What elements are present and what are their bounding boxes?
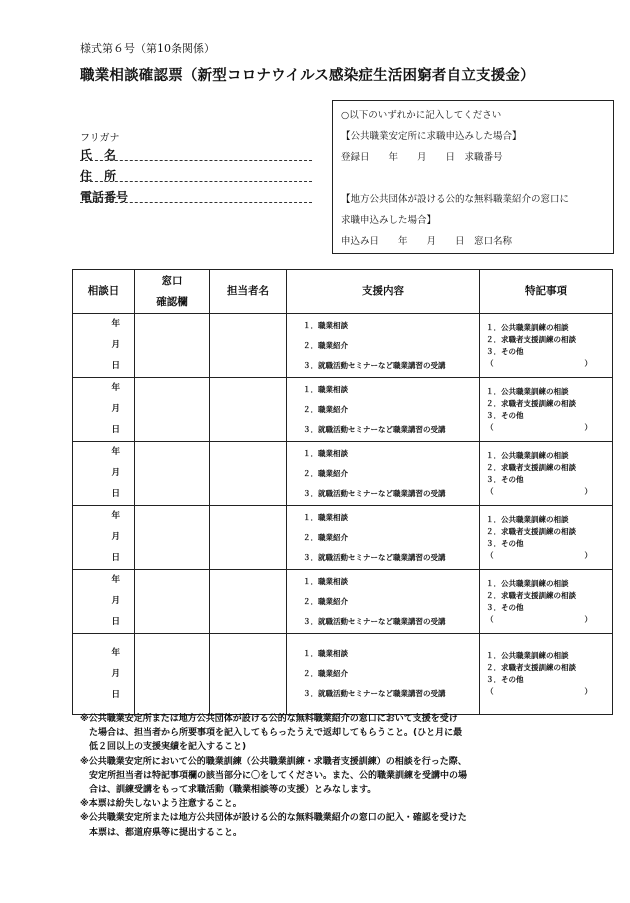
note-option[interactable]: ３．その他 [486,602,524,612]
support-content-cell[interactable] [287,314,480,378]
table-body [73,314,613,715]
footnote-line: 安定所担当者は特記事項欄の該当部分に〇をしてください。また、公的職業訓練を受講中の場 [80,770,468,781]
note-option[interactable]: １．公共職業訓練の相談 [486,386,569,396]
furigana-label: フリガナ [80,133,120,144]
header-window-check [135,270,210,314]
date-part-label: 日 [111,689,120,700]
window-check-cell[interactable] [135,378,210,442]
note-option[interactable]: １．公共職業訓練の相談 [486,578,569,588]
paren-close: ） [584,486,592,496]
support-option[interactable]: １．職業相談 [303,320,348,330]
header-window-line2: 確認欄 [156,295,188,308]
address-field[interactable] [80,181,312,182]
footnote-line: 本票は、都道府県等に提出すること。 [80,827,243,838]
date-part-label: 月 [111,532,120,542]
paren-open: （ [486,550,494,560]
support-content-cell[interactable] [287,442,480,506]
date-part-label: 日 [111,553,120,563]
header-date: 相談日 [73,270,135,314]
note-other-field[interactable] [480,614,612,626]
support-option[interactable]: ２．職業紹介 [303,340,348,350]
footnote-line: ※公共職業安定所において公的職業訓練（公共職業訓練・求職者支援訓練）の相談を行った際、 [80,756,467,767]
table-header-row [73,270,613,314]
support-option[interactable]: ３．就職活動セミナーなど職業講習の受講 [303,488,446,498]
support-option[interactable]: １．職業相談 [303,512,348,522]
consultation-log-table [72,269,613,715]
name-label: 氏 名 [80,148,117,162]
staff-name-cell[interactable] [210,634,287,715]
date-part-label: 日 [111,425,120,435]
consultation-date-cell[interactable] [73,634,135,715]
date-part-label: 年 [111,647,120,658]
special-notes-cell[interactable] [480,314,613,378]
note-option[interactable]: ３．その他 [486,410,524,420]
support-option[interactable]: ３．就職活動セミナーなど職業講習の受講 [303,616,446,626]
note-option[interactable]: ３．その他 [486,346,524,356]
note-other-field[interactable] [480,550,612,562]
date-part-label: 月 [111,468,120,478]
paren-close: ） [584,687,592,696]
table-row [73,314,613,378]
paren-open: （ [486,614,494,624]
staff-name-cell[interactable] [210,442,287,506]
window-check-cell[interactable] [135,442,210,506]
note-option[interactable]: １．公共職業訓練の相談 [486,651,569,660]
address-label: 住 所 [80,169,117,183]
date-part-label: 年 [111,575,120,585]
table-row [73,442,613,506]
special-notes-cell[interactable] [480,506,613,570]
paren-close: ） [584,614,592,624]
note-other-field[interactable] [480,486,612,498]
note-option[interactable]: ２．求職者支援訓練の相談 [486,334,576,344]
consultation-date-cell[interactable] [73,506,135,570]
support-content-cell[interactable] [287,634,480,715]
notice-application-date[interactable]: 申込み日 年 月 日 窓口名称 [341,236,513,247]
staff-name-cell[interactable] [210,570,287,634]
note-option[interactable]: ２．求職者支援訓練の相談 [486,462,576,472]
note-option[interactable]: １．公共職業訓練の相談 [486,514,569,524]
window-check-cell[interactable] [135,506,210,570]
paren-open: （ [486,486,494,496]
consultation-date-cell[interactable] [73,314,135,378]
note-other-field[interactable] [480,686,612,698]
support-option[interactable]: ２．職業紹介 [303,596,348,606]
support-option[interactable]: ３．就職活動セミナーなど職業講習の受講 [303,552,446,562]
date-part-label: 月 [111,596,120,606]
footnote-line: ※公共職業安定所または地方公共団体が設ける公的な無料職業紹介の窓口の記入・確認を受けた [80,813,467,824]
support-option[interactable]: ３．就職活動セミナーなど職業講習の受講 [303,424,446,434]
date-part-label: 年 [111,319,120,329]
phone-field[interactable] [80,202,312,203]
table-row [73,378,613,442]
footnote-line: た場合は、担当者から所要事項を記入してもらったうえで返却してもらうこと。(ひと月に最 [80,728,463,739]
support-option[interactable]: １．職業相談 [303,576,348,586]
support-option[interactable]: ３．就職活動セミナーなど職業講習の受講 [303,689,446,698]
header-support: 支援内容 [287,270,480,314]
date-part-label: 年 [111,383,120,393]
table-row [73,506,613,570]
note-option[interactable]: ２．求職者支援訓練の相談 [486,663,576,672]
footnotes [80,712,560,840]
special-notes-cell[interactable] [480,634,613,715]
staff-name-cell[interactable] [210,314,287,378]
special-notes-cell[interactable] [480,378,613,442]
date-part-label: 月 [111,668,120,679]
support-option[interactable]: ２．職業紹介 [303,468,348,478]
note-option[interactable]: １．公共職業訓練の相談 [486,450,569,460]
footnote-line: ※公共職業安定所または地方公共団体が設ける公的な無料職業紹介の窓口において支援を受け [80,714,458,724]
date-part-label: 日 [111,617,120,627]
support-option[interactable]: ２．職業紹介 [303,532,348,542]
date-part-label: 日 [111,489,120,499]
date-part-label: 日 [111,361,120,371]
note-other-field[interactable] [480,358,612,370]
paren-open: （ [486,358,494,368]
table-row [73,634,613,715]
header-window-line1: 窓口 [161,274,183,287]
paren-close: ） [584,358,592,368]
consultation-date-cell[interactable] [73,442,135,506]
note-option[interactable]: ２．求職者支援訓練の相談 [486,526,576,536]
notice-local-gov-heading: 【地方公共団体が設ける公的な無料職業紹介の窓口に [341,194,570,205]
support-content-cell[interactable] [287,570,480,634]
paren-open: （ [486,422,494,432]
footnote-line: 合は、訓練受講をもって求職活動（職業相談等の支援）とみなします。 [80,785,377,796]
date-part-label: 年 [111,511,120,521]
header-notes: 特記事項 [480,270,613,314]
support-option[interactable]: １．職業相談 [303,649,348,658]
support-option[interactable]: １．職業相談 [303,448,348,458]
paren-close: ） [584,550,592,560]
support-content-cell[interactable] [287,378,480,442]
support-content-cell[interactable] [287,506,480,570]
notice-local-gov-heading-cont: 求職申込みした場合】 [341,215,437,226]
paren-open: （ [486,687,494,696]
staff-name-cell[interactable] [210,506,287,570]
registration-notice-box [332,100,614,254]
phone-label: 電話番号 [80,190,129,204]
note-option[interactable]: ３．その他 [486,474,524,484]
notice-registration-date[interactable]: 登録日 年 月 日 求職番号 [341,152,503,163]
notice-hello-work-heading: 【公共職業安定所に求職申込みした場合】 [341,131,522,142]
header-staff: 担当者名 [210,270,287,314]
date-part-label: 年 [111,447,120,457]
staff-name-cell[interactable] [210,378,287,442]
note-other-field[interactable] [480,422,612,434]
support-option[interactable]: ２．職業紹介 [303,669,348,678]
note-option[interactable]: ３．その他 [486,538,524,548]
special-notes-cell[interactable] [480,570,613,634]
date-part-label: 月 [111,340,120,350]
note-option[interactable]: ２．求職者支援訓練の相談 [486,590,576,600]
consultation-date-cell[interactable] [73,570,135,634]
notice-instruction: ○以下のいずれかに記入してください [341,110,502,121]
window-check-cell[interactable] [135,570,210,634]
footnote-line: ※本票は紛失しないよう注意すること。 [80,799,242,810]
support-option[interactable]: ３．就職活動セミナーなど職業講習の受講 [303,360,446,370]
special-notes-cell[interactable] [480,442,613,506]
note-option[interactable]: ２．求職者支援訓練の相談 [486,398,576,408]
page-title: 職業相談確認票（新型コロナウイルス感染症生活困窮者自立支援金） [80,68,535,84]
form-number: 様式第６号（第10条関係） [80,42,215,55]
date-part-label: 月 [111,404,120,414]
name-field[interactable] [80,160,312,161]
window-check-cell[interactable] [135,314,210,378]
note-option[interactable]: １．公共職業訓練の相談 [486,322,569,332]
note-option[interactable]: ３．その他 [486,675,524,684]
support-option[interactable]: １．職業相談 [303,384,348,394]
paren-close: ） [584,422,592,432]
consultation-date-cell[interactable] [73,378,135,442]
table-row [73,570,613,634]
footnote-line: 低２回以上の支援実績を記入すること) [80,742,247,753]
support-option[interactable]: ２．職業紹介 [303,404,348,414]
window-check-cell[interactable] [135,634,210,715]
